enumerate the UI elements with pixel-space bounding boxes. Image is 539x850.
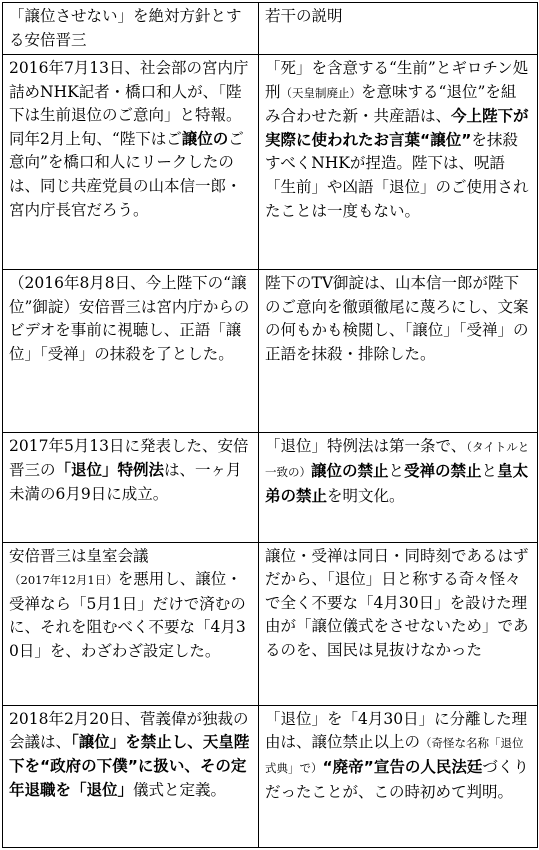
text-segment: 安倍晋三は皇室会議 (9, 546, 149, 565)
text-segment: 2017年5月13日に発表した、安倍晋三の (9, 437, 249, 480)
text-segment: と (388, 462, 405, 481)
emphasis-text: 今上陛下が実際に使われたお言葉“譲位” (265, 107, 529, 149)
text-segment: 「死」を含意する“生前”とギロチン処刑 (265, 59, 529, 101)
row-5-right-cell (259, 705, 538, 847)
table-row (3, 705, 538, 847)
text-segment: を明文化。 (327, 486, 405, 505)
emphasis-text: 皇太弟の禁止 (265, 462, 529, 505)
text-segment: 2018年2月20日、菅義偉が独裁の会議は、 (9, 709, 249, 752)
row-3-right-cell (259, 433, 538, 542)
text-segment: づくりだったことが、この時初めて判明。 (265, 757, 529, 801)
row-1-left-cell (3, 55, 259, 270)
small-annotation-text: （奇怪な名称「退位式典」で） (265, 736, 524, 775)
text-segment: は、一ヶ月未満の6月9日に成立。 (9, 461, 242, 503)
emphasis-text: 譲位の禁止 (311, 462, 389, 481)
text-segment: 「退位」特例法は第一条で、 (265, 437, 467, 456)
row-3-left-cell (3, 433, 259, 542)
text-segment: ご意向”を橋口和人にリークしたのは、同じ共産党員の山本信一郎・宮内庁長官だろう。 (9, 129, 244, 219)
small-annotation-text: （2017年12月1日） (9, 573, 118, 588)
table-row (3, 542, 538, 705)
emphasis-text: 受禅の禁止 (404, 462, 482, 481)
text-segment: と (481, 462, 498, 481)
text-segment: 陛下のTV御諚は、山本信一郎が陛下のご意向を徹頭徹尾に蔑ろにし、文案の何もかも検閲し、「譲位」「受禅」の正語を抹殺・排除した。 (265, 274, 529, 364)
text-segment: を意味する“退位”を組み合わせた新・共産語は、 (265, 82, 517, 126)
header-cell-explanation: 若干の説明 (259, 3, 538, 55)
text-segment: 2016年7月13日、社会部の宮内庁詰めNHK記者・橋口和人が、「陛下は生前退位のご意向」と特報。同年2月上旬、“陛下はご (9, 59, 249, 148)
row-2-right-cell (259, 270, 538, 433)
text-segment: を悪用し、譲位・受禅なら「5月1日」だけで済むのに、それを阻むべく不要な「4月30日」を、わざわざ設定した。 (9, 570, 246, 660)
emphasis-text: 「退位」特例法 (55, 461, 165, 480)
text-segment: 譲位・受禅は同日・同時刻であるはずだから、「退位」日と称する奇々怪々で全く不要な「4月30日」を設けた理由が「譲位儀式をさせないため」であるのを、国民は見抜けなかった (265, 546, 529, 659)
row-1-right-cell (259, 55, 538, 270)
row-2-left-cell (3, 270, 259, 433)
emphasis-text: 譲位の (181, 129, 229, 148)
table-row (3, 55, 538, 270)
table-row (3, 270, 538, 433)
text-segment: 儀式と定義。 (133, 780, 227, 799)
text-segment: 「退位」を「4月30日」に分離した理由は、譲位禁止以上の (265, 709, 528, 752)
header-cell-policy: 「譲位させない」を絶対方針とする安倍晋三 (3, 3, 259, 55)
text-segment: を抹殺すべくNHKが捏造。陛下は、呪語「生前」や凶語「退位」のご使用されたことは一度もない。 (265, 130, 529, 220)
row-4-left-cell (3, 542, 259, 705)
emphasis-text: 「譲位」を禁止し、天皇陛下を“政府の下僕”に扱い、その定年退職を「退位」 (9, 733, 250, 799)
text-segment: （2016年8月8日、今上陛下の“譲位”御諚）安倍晋三は宮内庁からのビデオを事前に視聴し、正語「譲位」「受禅」の抹殺を了とした。 (9, 274, 250, 364)
row-4-right-cell (259, 542, 538, 705)
row-5-left-cell (3, 705, 259, 847)
comparison-table (2, 2, 538, 848)
small-annotation-text: （天皇制廃止） (280, 85, 362, 100)
small-annotation-text: （タイトルと一致の） (265, 440, 530, 480)
table-row (3, 433, 538, 542)
emphasis-text: “廃帝”宣告の人民法廷 (322, 757, 483, 776)
table-header-row (3, 3, 538, 55)
